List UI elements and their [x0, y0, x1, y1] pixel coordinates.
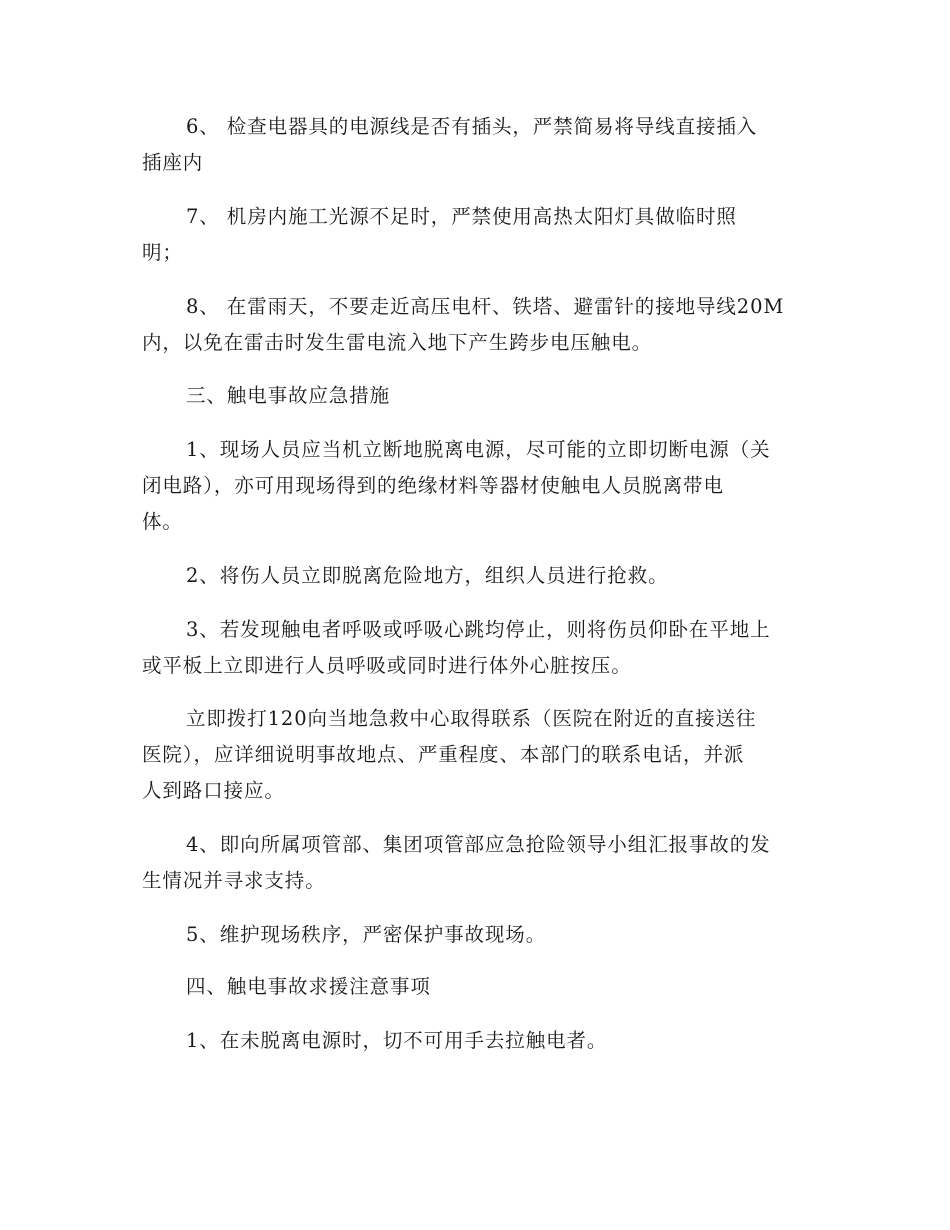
note-1-line-1: 1、在未脱离电源时，切不可用手去拉触电者。: [186, 1029, 608, 1052]
paragraph-8-line-1: 8、 在雷雨天，不要走近高压电杆、铁塔、避雷针的接地导线20M: [186, 295, 785, 318]
measure-3-line-1: 3、若发现触电者呼吸或呼吸心跳均停止，则将伤员仰卧在平地上: [186, 618, 771, 641]
measure-4-line-1: 4、即向所属项管部、集团项管部应急抢险领导小组汇报事故的发: [186, 833, 771, 856]
measure-1-line-1: 1、现场人员应当机立断地脱离电源，尽可能的立即切断电源（关: [186, 438, 771, 461]
measure-3b-line-3: 人到路口接应。: [142, 779, 285, 802]
measure-3b-line-1: 立即拨打120向当地急救中心取得联系（医院在附近的直接送往: [186, 707, 757, 730]
measure-3-line-2: 或平板上立即进行人员呼吸或同时进行体外心脏按压。: [142, 654, 632, 677]
measure-1-line-2: 闭电路），亦可用现场得到的绝缘材料等器材使触电人员脱离带电: [142, 474, 724, 497]
section-heading-3: 三、触电事故应急措施: [186, 384, 391, 407]
measure-5-line-1: 5、维护现场秩序，严密保护事故现场。: [186, 923, 547, 946]
measure-4-line-2: 生情况并寻求支持。: [142, 869, 326, 892]
paragraph-6-line-1: 6、 检查电器具的电源线是否有插头，严禁简易将导线直接插入: [186, 115, 758, 138]
paragraph-6-line-2: 插座内: [142, 151, 204, 174]
measure-3b-line-2: 医院），应详细说明事故地点、严重程度、本部门的联系电话，并派: [142, 743, 745, 766]
paragraph-7-line-2: 明；: [142, 241, 183, 264]
paragraph-7-line-1: 7、 机房内施工光源不足时，严禁使用高热太阳灯具做临时照: [186, 205, 737, 228]
paragraph-8-line-2: 内，以免在雷击时发生雷电流入地下产生跨步电压触电。: [142, 331, 653, 354]
section-heading-4: 四、触电事故求援注意事项: [186, 975, 431, 998]
measure-1-line-3: 体。: [142, 510, 183, 533]
measure-2-line-1: 2、将伤人员立即脱离危险地方，组织人员进行抢救。: [186, 564, 669, 587]
